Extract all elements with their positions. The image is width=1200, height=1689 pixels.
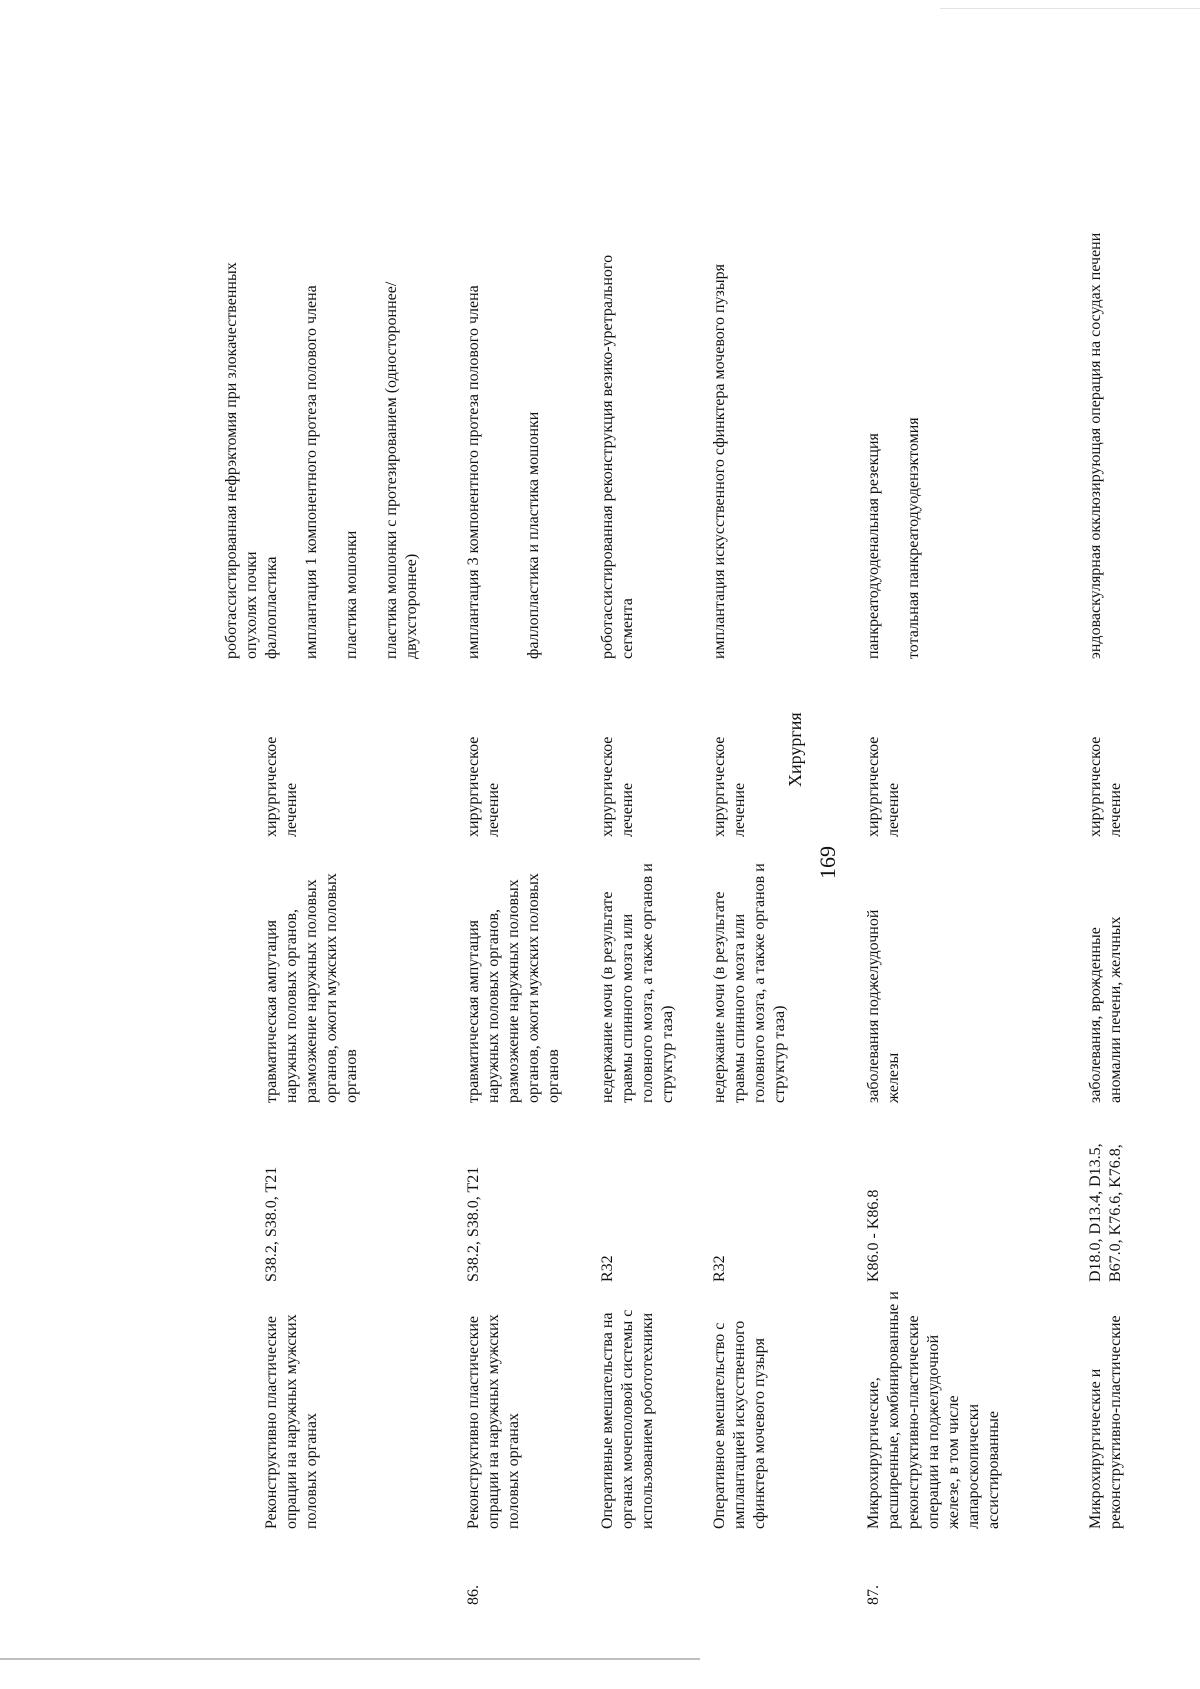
intervention-name: Микрохирургические, расширенные, комбинированные и реконструктивно-пластические операции на поджелудочной железе, в том числе лапароскопически ассистированные [865,1291,1002,1529]
icd-codes: R32 [711,1255,728,1282]
section-title: Хирургия [785,712,805,787]
method-item: имплантация искусственного сфинктера мочевого пузыря [711,264,728,659]
treatment-methods [262,229,442,659]
intervention-name: Реконструктивно пластические опрации на наружных мужских половых органах [465,1314,522,1529]
treatment-methods [598,229,658,659]
icd-codes: D18.0, D13.4, D13.5, B67.0, K76.6, K76.8, [1087,1143,1124,1282]
method-item: фаллопластика и пластика мошонки [525,411,542,659]
icd-codes: R32 [599,1255,616,1282]
treatment-type: хирургическое лечение [599,736,636,837]
patient-model: заболевания, врожденные аномалии печени, желчных [1087,916,1124,1103]
patient-model: недержание мочи (в результате травмы спинного мозга или головного мозга, а также органов и структур таза) [711,863,788,1103]
method-item: роботассистированная нефрэктомия при злокачественных опухолях почки [223,262,260,659]
method-item: панкреатодуоденальная резекция [865,433,882,659]
treatment-type: хирургическое лечение [711,736,748,837]
patient-model: заболевания поджелудочной железы [865,909,902,1103]
treatment-methods [710,229,750,659]
treatment-type: хирургическое лечение [865,736,902,837]
intervention-name: Реконструктивно пластические опрации на наружных мужских половых органах [263,1314,320,1529]
method-item: имплантация 3 компонентного протеза полового члена [465,285,482,659]
icd-codes: S38.2, S38.0, T21 [263,1166,280,1282]
treatment-methods [864,229,944,659]
page-number: 169 [815,846,840,879]
method-item: пластика мошонки с протезированием (одностороннее/двухстороннее) [383,281,420,659]
treatment-type: хирургическое лечение [465,736,502,837]
row-number: 87. [865,1585,882,1605]
method-item: пластика мошонки [343,530,360,659]
method-item: фаллопластика [263,556,280,659]
treatment-type: хирургическое лечение [1087,736,1124,837]
treatment-methods [1086,229,1126,659]
method-item: роботассистированная реконструкция везико-уретрального сегмента [599,254,636,659]
icd-codes: S38.2, S38.0, T21 [465,1166,482,1282]
icd-codes: K86.0 - K86.8 [865,1189,882,1282]
method-item: имплантация 1 компонентного протеза полового члена [303,285,320,659]
intervention-name: Оперативные вмешательства на органах мочеполовой системы с использованием робототехники [599,1309,656,1529]
treatment-type: хирургическое лечение [263,736,300,837]
intervention-name: Оперативное вмешательство с имплантацией искусственного сфинктера мочевого пузыря [711,1320,768,1529]
method-item: тотальная панкреатодуоденэктомия [905,417,922,659]
patient-model: недержание мочи (в результате травмы спинного мозга или головного мозга, а также органов и структур таза) [599,863,676,1103]
treatment-methods [464,229,564,659]
patient-model: травматическая ампутация наружных половых органов, размозжение наружных половых органов, ожоги мужских половых органов [263,873,360,1103]
row-number: 86. [465,1585,482,1605]
intervention-name: Микрохирургические и реконструктивно-пластические [1087,1315,1124,1529]
method-item: эндоваскулярная окклюзирующая операция на сосудах печени [1087,232,1104,659]
patient-model: травматическая ампутация наружных половых органов, размозжение наружных половых органов, ожоги мужских половых органов [465,873,562,1103]
